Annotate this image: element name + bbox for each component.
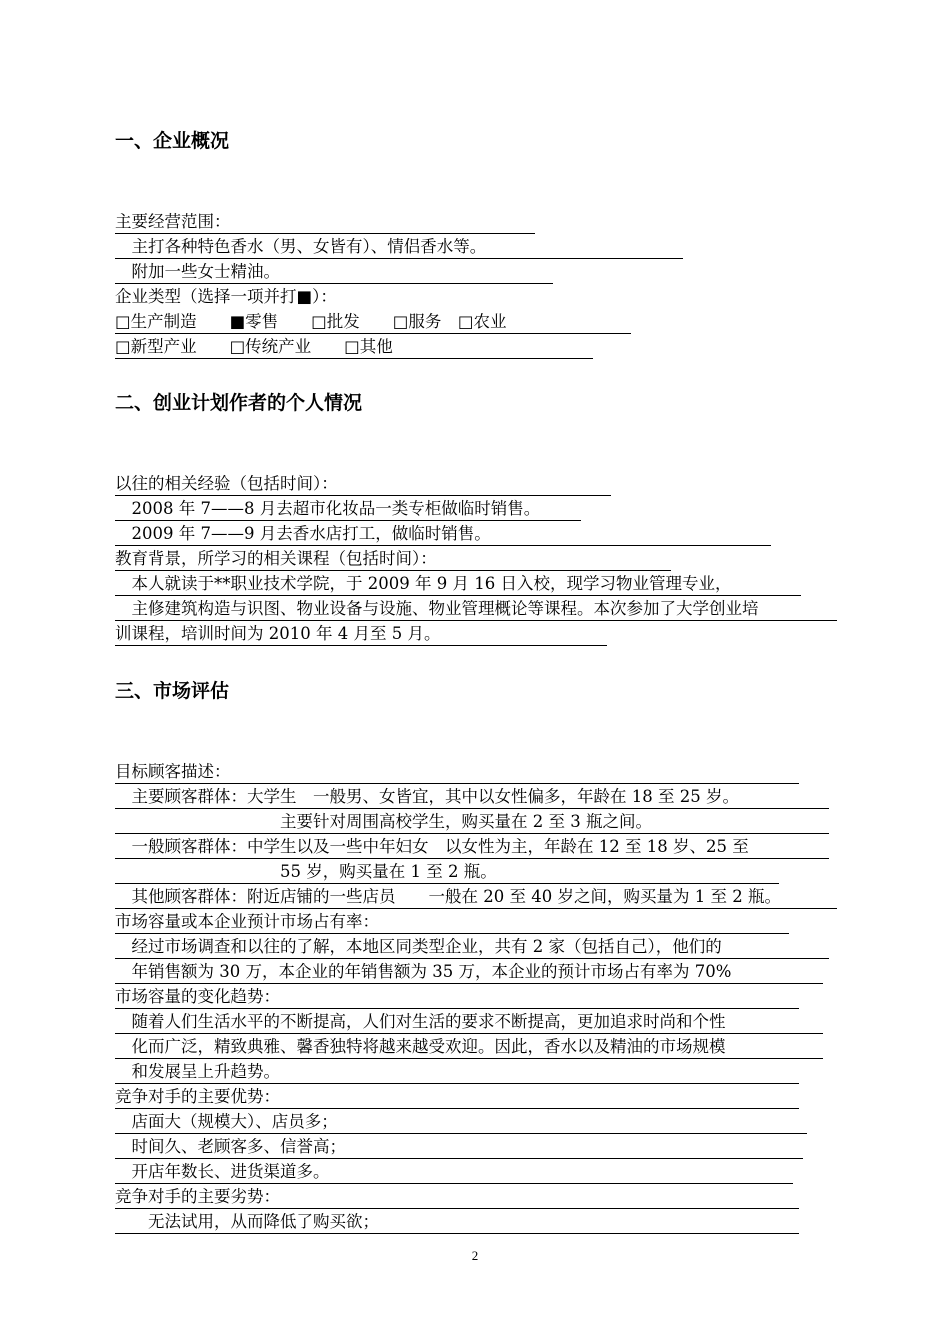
- page-number: 2: [471, 1248, 479, 1263]
- text-line: 一般顾客群体：中学生以及一些中年妇女 以女性为主，年龄在 12 至 18 岁、25 至: [115, 837, 829, 859]
- text-line: 2008 年 7——8 月去超市化妆品一类专柜做临时销售。: [115, 499, 581, 521]
- text-line: 以往的相关经验（包括时间）：: [115, 474, 611, 496]
- text-line: 主要针对周围高校学生，购买量在 2 至 3 瓶之间。: [115, 812, 829, 834]
- text-line: 训课程，培训时间为 2010 年 4 月至 5 月。: [115, 624, 607, 646]
- enterprise-type-options: □生产制造 ■零售 □批发 □服务 □农业: [115, 312, 631, 334]
- text-line: 市场容量的变化趋势：: [115, 987, 799, 1009]
- section-heading-market: 三、市场评估: [115, 680, 230, 702]
- text-line: 年销售额为 30 万，本企业的年销售额为 35 万，本企业的预计市场占有率为 70%: [115, 962, 823, 984]
- text-line: 附加一些女士精油。: [115, 262, 553, 284]
- text-line: 55 岁，购买量在 1 至 2 瓶。: [115, 862, 779, 884]
- text-line: 主要经营范围：: [115, 212, 535, 234]
- text-line: 化而广泛，精致典雅、馨香独特将越来越受欢迎。因此，香水以及精油的市场规模: [115, 1037, 823, 1059]
- text-line: 无法试用，从而降低了购买欲；: [115, 1212, 799, 1234]
- text-line: 本人就读于**职业技术学院，于 2009 年 9 月 16 日入校，现学习物业管理专业，: [115, 574, 801, 596]
- text-line: 教育背景，所学习的相关课程（包括时间）：: [115, 549, 671, 571]
- text-line: 时间久、老顾客多、信誉高；: [115, 1137, 803, 1159]
- section-heading-author: 二、创业计划作者的个人情况: [115, 392, 363, 414]
- text-line: 企业类型（选择一项并打■）：: [115, 287, 337, 306]
- text-line: 2009 年 7——9 月去香水店打工，做临时销售。: [115, 524, 771, 546]
- text-line: 其他顾客群体：附近店铺的一些店员 一般在 20 至 40 岁之间，购买量为 1 至 2 瓶。: [115, 887, 837, 909]
- text-line: 主要顾客群体：大学生 一般男、女皆宜，其中以女性偏多，年龄在 18 至 25 岁。: [115, 787, 829, 809]
- text-line: 经过市场调查和以往的了解，本地区同类型企业，共有 2 家（包括自己），他们的: [115, 937, 829, 959]
- text-line: 随着人们生活水平的不断提高，人们对生活的要求不断提高，更加追求时尚和个性: [115, 1012, 823, 1034]
- text-line: 竞争对手的主要劣势：: [115, 1187, 799, 1209]
- enterprise-type-options: □新型产业 □传统产业 □其他: [115, 337, 593, 359]
- text-line: 主修建筑构造与识图、物业设备与设施、物业管理概论等课程。本次参加了大学创业培: [115, 599, 837, 621]
- text-line: 主打各种特色香水（男、女皆有）、情侣香水等。: [115, 237, 683, 259]
- text-line: 店面大（规模大）、店员多；: [115, 1112, 807, 1134]
- text-line: 市场容量或本企业预计市场占有率：: [115, 912, 789, 934]
- text-line: 和发展呈上升趋势。: [115, 1062, 799, 1084]
- text-line: 开店年数长、进货渠道多。: [115, 1162, 793, 1184]
- text-line: 竞争对手的主要优势：: [115, 1087, 799, 1109]
- section-heading-overview: 一、企业概况: [115, 130, 230, 152]
- text-line: 目标顾客描述：: [115, 762, 799, 784]
